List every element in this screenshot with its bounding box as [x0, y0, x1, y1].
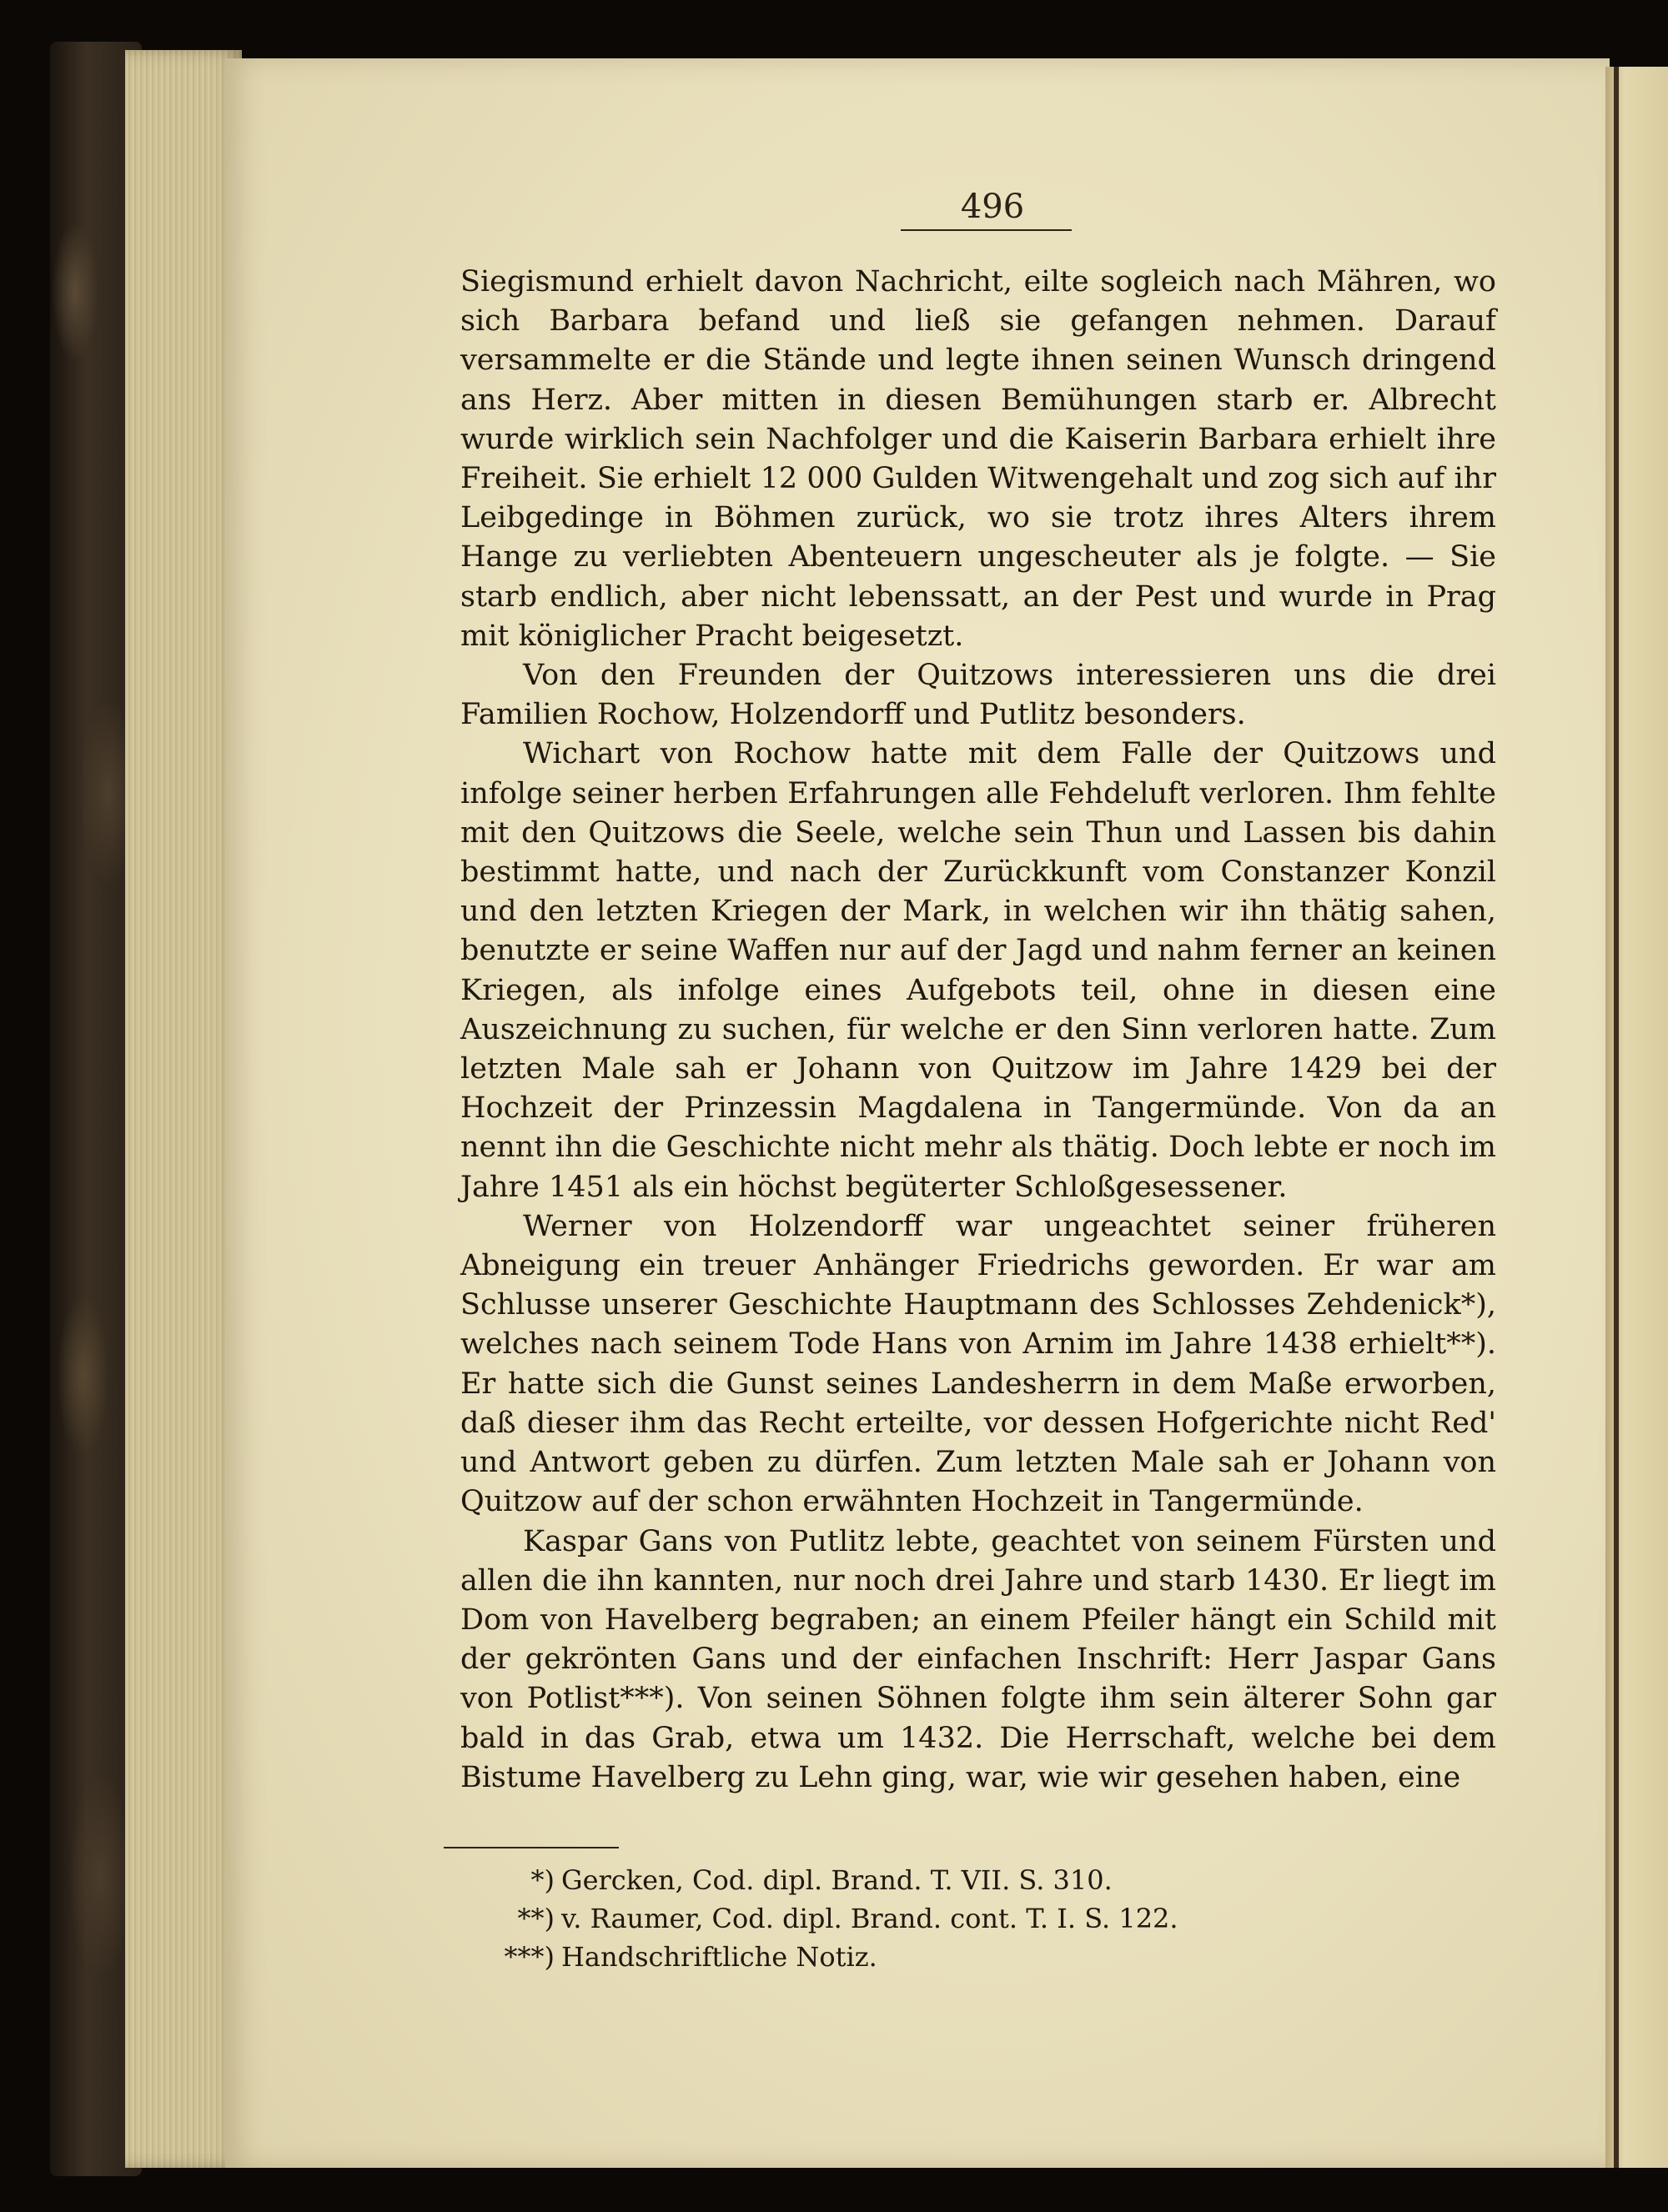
footnote [480, 1861, 1480, 1899]
paragraph: Von den Freunden der Quitzows interessieren uns die drei Familien Rochow, Holzendorff und Putlitz besonders. [460, 659, 1496, 732]
footnotes [480, 1861, 1480, 1976]
page-edges [125, 50, 242, 2168]
footnote-text: Handschriftliche Notiz. [561, 1941, 877, 1973]
gutter-shadow [1614, 67, 1619, 2168]
footnote [480, 1899, 1480, 1938]
footnote-mark: **) [517, 1903, 555, 1934]
footnote-mark: *) [530, 1864, 555, 1896]
footnote-mark: ***) [504, 1941, 555, 1973]
paragraph: Siegismund erhielt davon Nachricht, eilte sogleich nach Mähren, wo sich Barbara befand und ließ sie gefangen nehmen. Darauf versammelte er die Stände und legte ihnen seinen Wunsch dringend ans Herz. Aber mitten in diesen Bemühungen starb er. Albrecht wurde wirklich sein Nachfolger und die Kaiserin Barbara erhielt ihre Freiheit. Sie erhielt 12 000 Gulden Witwengehalt und zog sich auf ihr Leibgedinge in Böhmen zurück, wo sie trotz ihres Alters ihrem Hange zu verliebten Abenteuern ungescheuter als je folgte. — Sie starb endlich, aber nicht lebenssatt, an der Pest und wurde in Prag mit königlicher Pracht beigesetzt. [460, 265, 1496, 653]
paragraph: Kaspar Gans von Putlitz lebte, geachtet von seinem Fürsten und allen die ihn kannten, nur noch drei Jahre und starb 1430. Er liegt im Dom von Havelberg begraben; an einem Pfeiler hängt ein Schild mit der gekrönten Gans und der einfachen Inschrift: Herr Jaspar Gans von Potlist***). Von seinen Söhnen folgte ihm sein älterer Sohn gar bald in das Grab, etwa um 1432. Die Herrschaft, welche bei dem Bistume Havelberg zu Lehn ging, war, wie wir gesehen haben, eine [460, 1524, 1496, 1794]
page-number-rule [901, 229, 1072, 231]
footnote-text: Gercken, Cod. dipl. Brand. T. VII. S. 310. [561, 1864, 1113, 1896]
footnote [480, 1938, 1480, 1976]
page-body [460, 263, 1496, 1798]
footnote-rule [444, 1847, 619, 1848]
page-number: 496 [960, 188, 1025, 226]
paragraph: Werner von Holzendorff war ungeachtet seiner früheren Abneigung ein treuer Anhänger Friedrichs geworden. Er war am Schlusse unserer Geschichte Hauptmann des Schlosses Zehdenick*), welches nach seinem Tode Hans von Arnim im Jahre 1438 erhielt**). Er hatte sich die Gunst seines Landesherrn in dem Maße erworben, daß dieser ihm das Recht erteilte, vor dessen Hofgerichte nicht Red' und Antwort geben zu dürfen. Zum letzten Male sah er Johann von Quitzow auf der schon erwähnten Hochzeit in Tangermünde. [460, 1209, 1496, 1519]
paragraph: Wichart von Rochow hatte mit dem Falle der Quitzows und infolge seiner herben Erfahrungen alle Fehdeluft verloren. Ihm fehlte mit den Quitzows die Seele, welche sein Thun und Lassen bis dahin bestimmt hatte, und nach der Zurückkunft vom Constanzer Konzil und den letzten Kriegen der Mark, in welchen wir ihn thätig sahen, benutzte er seine Waffen nur auf der Jagd und nahm ferner an keinen Kriegen, als infolge eines Aufgebots teil, ohne in diesen eine Auszeichnung zu suchen, für welche er den Sinn verloren hatte. Zum letzten Male sah er Johann von Quitzow im Jahre 1429 bei der Hochzeit der Prinzessin Magdalena in Tangermünde. Von da an nennt ihn die Geschichte nicht mehr als thätig. Doch lebte er noch im Jahre 1451 als ein höchst begüterter Schloßgesessener. [460, 737, 1496, 1204]
footnote-text: v. Raumer, Cod. dipl. Brand. cont. T. I. S. 122. [561, 1903, 1178, 1934]
